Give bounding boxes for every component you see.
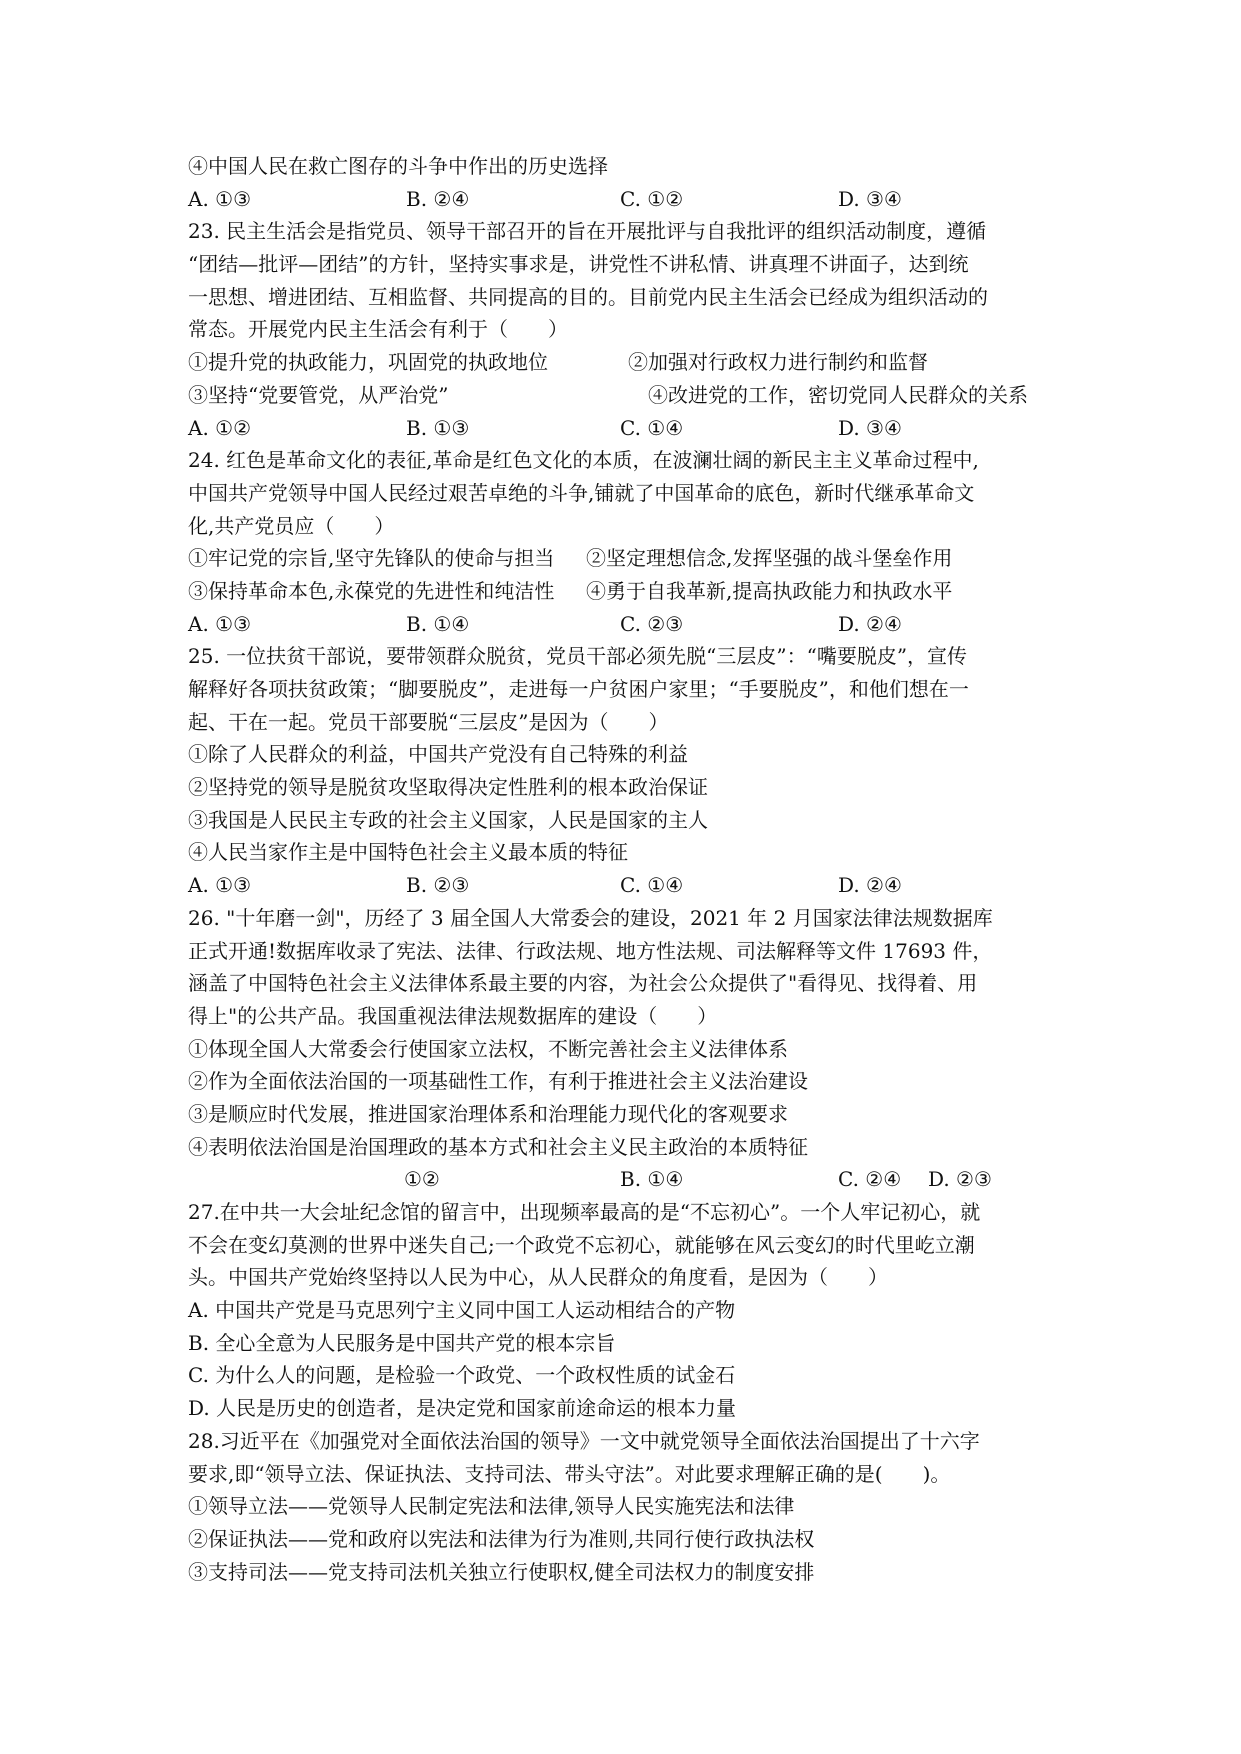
option-d: D. ③④ — [838, 415, 902, 440]
option-b: B. ①④ — [620, 1167, 684, 1192]
q27-stem-line: 27.在中共一大会址纪念馆的留言中，出现频率最高的是“不忘初心”。一个人牢记初心，就 — [188, 1200, 981, 1224]
q24-stem-line: 化,共产党员应（ ） — [188, 513, 395, 538]
q23-stem-line: “团结—批评—团结”的方针，坚持实事求是，讲党性不讲私情、讲真理不讲面子，达到统 — [188, 252, 969, 277]
option-b: B. ②③ — [406, 873, 470, 898]
option-c: C. ①④ — [620, 873, 684, 898]
q23-options — [188, 412, 1088, 445]
option-c: C. ①④ — [620, 415, 684, 440]
q23-items-row — [188, 346, 1088, 379]
q22-item-4: ④中国人民在救亡图存的斗争中作出的历史选择 — [188, 154, 608, 178]
q27-stem-line: 头。中国共产党始终坚持以人民为中心，从人民群众的角度看，是因为（ ） — [188, 1265, 888, 1290]
option-c: C. ①② — [620, 186, 684, 211]
q24-item-4: ④勇于自我革新,提高执政能力和执政水平 — [586, 578, 953, 603]
q25-item-1: ①除了人民群众的利益，中国共产党没有自己特殊的利益 — [188, 742, 688, 767]
option-a: A. ①③ — [188, 873, 252, 898]
q25-options — [188, 869, 1088, 902]
q23-items-row — [188, 379, 1088, 412]
option-c: C. ②④ — [838, 1167, 902, 1192]
q25-stem-line: 解释好各项扶贫政策；“脚要脱皮”，走进每一户贫困户家里；“手要脱皮”，和他们想在一 — [188, 677, 969, 701]
q26-item-4: ④表明依法治国是治国理政的基本方式和社会主义民主政治的本质特征 — [188, 1134, 808, 1159]
q24-items-row — [188, 542, 1088, 575]
q28-item-1: ①领导立法——党领导人民制定宪法和法律,领导人民实施宪法和法律 — [188, 1494, 795, 1519]
q26-item-3: ③是顺应时代发展，推进国家治理体系和治理能力现代化的客观要求 — [188, 1101, 788, 1126]
q22-options — [188, 183, 1088, 216]
q26-stem-line: 涵盖了中国特色社会主义法律体系最主要的内容，为社会公众提供了"看得见、找得着、用 — [188, 971, 978, 996]
q24-items-row — [188, 575, 1088, 608]
q24-item-1: ①牢记党的宗旨,坚守先锋队的使命与担当 — [188, 546, 555, 571]
q25-stem-line: 25. 一位扶贫干部说，要带领群众脱贫，党员干部必须先脱“三层皮”：“嘴要脱皮”，宣传 — [188, 644, 968, 669]
option-d: D. ②③ — [928, 1167, 992, 1192]
q28-item-2: ②保证执法——党和政府以宪法和法律为行为准则,共同行使行政执法权 — [188, 1526, 815, 1551]
q25-item-3: ③我国是人民民主专政的社会主义国家，人民是国家的主人 — [188, 807, 708, 832]
q28-item-3: ③支持司法——党支持司法机关独立行使职权,健全司法权力的制度安排 — [188, 1559, 815, 1584]
option-d: D. ②④ — [838, 611, 902, 636]
q26-stem-line: 正式开通!数据库收录了宪法、法律、行政法规、地方性法规、司法解释等文件 17693 件， — [188, 938, 993, 963]
q25-item-4: ④人民当家作主是中国特色社会主义最本质的特征 — [188, 840, 628, 865]
q24-item-2: ②坚定理想信念,发挥坚强的战斗堡垒作用 — [586, 546, 953, 571]
q27-option-a: A. 中国共产党是马克思列宁主义同中国工人运动相结合的产物 — [188, 1298, 736, 1323]
q23-stem-line: 23. 民主生活会是指党员、领导干部召开的旨在开展批评与自我批评的组织活动制度，遵循 — [188, 219, 987, 244]
q24-item-3: ③保持革命本色,永葆党的先进性和纯洁性 — [188, 578, 555, 603]
option-a: ①② — [404, 1167, 440, 1192]
q23-item-2: ②加强对行政权力进行制约和监督 — [628, 350, 928, 375]
q24-stem-line: 中国共产党领导中国人民经过艰苦卓绝的斗争,铺就了中国革命的底色，新时代继承革命文 — [188, 480, 975, 505]
q26-options — [188, 1163, 1088, 1196]
q23-item-4: ④改进党的工作，密切党同人民群众的关系 — [648, 382, 1028, 407]
q26-stem-line: 26. "十年磨一剑"，历经了 3 届全国人大常委会的建设，2021 年 2 月国家法律法规数据库 — [188, 905, 993, 930]
q23-item-3: ③坚持“党要管党，从严治党” — [188, 382, 449, 407]
q25-item-2: ②坚持党的领导是脱贫攻坚取得决定性胜利的根本政治保证 — [188, 775, 708, 800]
q26-item-1: ①体现全国人大常委会行使国家立法权，不断完善社会主义法律体系 — [188, 1036, 788, 1061]
option-a: A. ①② — [188, 415, 252, 440]
q23-item-1: ①提升党的执政能力，巩固党的执政地位 — [188, 350, 548, 375]
option-a: A. ①③ — [188, 186, 252, 211]
option-b: B. ①③ — [406, 415, 470, 440]
option-d: D. ②④ — [838, 873, 902, 898]
option-a: A. ①③ — [188, 611, 252, 636]
q26-stem-line: 得上"的公共产品。我国重视法律法规数据库的建设（ ） — [188, 1003, 718, 1028]
q26-item-2: ②作为全面依法治国的一项基础性工作，有利于推进社会主义法治建设 — [188, 1069, 808, 1094]
q24-stem-line: 24. 红色是革命文化的表征,革命是红色文化的本质，在波澜壮阔的新民主主义革命过程中, — [188, 448, 979, 473]
q28-stem-line: 要求,即“领导立法、保证执法、支持司法、带头守法”。对此要求理解正确的是( )。 — [188, 1461, 951, 1486]
q27-stem-line: 不会在变幻莫测的世界中迷失自己;一个政党不忘初心，就能够在风云变幻的时代里屹立潮 — [188, 1232, 975, 1257]
q27-option-c: C. 为什么人的问题，是检验一个政党、一个政权性质的试金石 — [188, 1363, 736, 1388]
option-b: B. ②④ — [406, 186, 470, 211]
q24-options — [188, 608, 1088, 641]
option-d: D. ③④ — [838, 186, 902, 211]
q23-stem-line: 一思想、增进团结、互相监督、共同提高的目的。目前党内民主生活会已经成为组织活动的 — [188, 284, 988, 309]
q25-stem-line: 起、干在一起。党员干部要脱“三层皮”是因为（ ） — [188, 709, 669, 734]
option-c: C. ②③ — [620, 611, 684, 636]
q23-stem-line: 常态。开展党内民主生活会有利于（ ） — [188, 317, 568, 342]
q27-option-b: B. 全心全意为人民服务是中国共产党的根本宗旨 — [188, 1330, 616, 1355]
exam-content — [188, 150, 1088, 1588]
q28-stem-line: 28.习近平在《加强党对全面依法治国的领导》一文中就党领导全面依法治国提出了十六字 — [188, 1428, 980, 1453]
q27-option-d: D. 人民是历史的创造者，是决定党和国家前途命运的根本力量 — [188, 1396, 737, 1421]
option-b: B. ①④ — [406, 611, 470, 636]
